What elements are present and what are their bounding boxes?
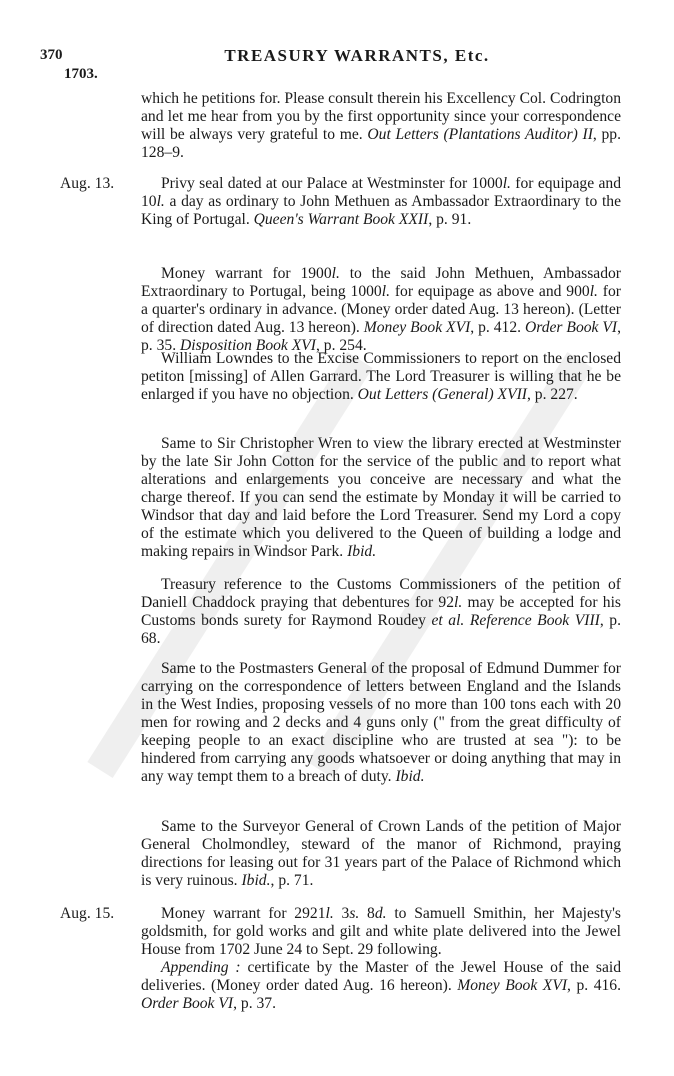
entry-paragraph	[141, 265, 621, 355]
text-run: which he petitions for. Please consult therein his Excellency Col. Codrington and let me hear from you by the first opportunity since your correspondence will be always very grateful to me.	[141, 90, 621, 143]
italic-run: Ibid.	[395, 768, 425, 785]
entry-text	[141, 818, 621, 890]
italic-run: l.	[589, 283, 598, 300]
entry-text	[141, 350, 621, 404]
entry-text	[141, 660, 621, 786]
text-run: a day as ordinary to John Methuen as Ambassador Extraordinary to the King of Portugal.	[141, 193, 621, 228]
entry-date: Aug. 15.	[60, 905, 115, 922]
italic-run: et al.	[431, 612, 465, 629]
entry-paragraph	[141, 350, 621, 404]
text-run: William Lowndes to the Excise Commissioners to report on the enclosed petiton [missing] of Allen Garrard. The Lord Treasurer is willing that he be enlarged if you have no objection.	[141, 350, 621, 403]
italic-run: Order Book VI	[141, 995, 234, 1012]
running-head: TREASURY WARRANTS, Etc.	[224, 46, 490, 65]
entry-paragraph	[141, 90, 621, 162]
text-run: , p. 416.	[567, 977, 621, 994]
text-run: Same to the Postmasters General of the proposal of Edmund Dummer for carrying on the correspondence of letters between England and the Islands in the West Indies, proposing vessels of no more than 100 tons each with 20 men for rowing and 2 decks and 4 guns only (" from the great difficulty of keeping people to an exact discipline who are trusted at sea "): to be hindered from carrying any goods whatsoever or doing anything that may in any way tempt them to a breach of duty.	[141, 660, 621, 785]
text-run: 3	[333, 905, 350, 922]
text-run: may be accepted for his Customs bonds surety for Raymond Roudey	[141, 594, 621, 629]
italic-run: Money Book XVI	[457, 977, 568, 994]
italic-run: Appending :	[161, 959, 241, 976]
text-run: , p. 68.	[141, 612, 621, 647]
text-run: to the said John Methuen, Ambassador Extraordinary to Portugal, being 1000	[141, 265, 621, 300]
text-run: , p. 91.	[428, 211, 472, 228]
text-run: 8	[359, 905, 375, 922]
italic-run: Money Book XVI	[363, 319, 471, 336]
text-run: Money warrant for 2921	[161, 905, 326, 922]
italic-run: l.	[331, 265, 340, 282]
text-run: for equipage as above and 900	[389, 283, 590, 300]
italic-run: Disposition Book XVI	[179, 337, 316, 354]
text-run: for equipage and 10	[141, 175, 621, 210]
entry-text	[141, 905, 621, 959]
text-run: , p. 35.	[141, 319, 622, 354]
page-number: 370	[40, 47, 63, 63]
entry-date: Aug. 13.	[60, 175, 115, 192]
entry-paragraph	[141, 818, 621, 890]
italic-run: Queen's Warrant Book XXII	[253, 211, 429, 228]
entry-paragraph	[141, 435, 621, 561]
text-run: , p. 227.	[527, 386, 578, 403]
entry-text	[141, 90, 621, 162]
entry-paragraph	[141, 576, 621, 648]
italic-run: l.	[381, 283, 390, 300]
italic-run: Order Book VI	[524, 319, 618, 336]
entry-text	[141, 265, 621, 355]
entry-text	[141, 576, 621, 648]
italic-run: l.	[156, 193, 165, 210]
italic-run: l.	[325, 905, 334, 922]
italic-run: Reference Book VIII	[469, 612, 600, 629]
text-run: , pp. 128–9.	[141, 126, 621, 161]
text-run: to Samuell Smithin, her Majesty's goldsmith, for gold works and gilt and white plate delivered into the Jewel House from 1702 June 24 to Sept. 29 following.	[141, 905, 621, 958]
text-run: Money warrant for 1900	[161, 265, 332, 282]
italic-run: Out Letters (Plantations Auditor) II	[367, 126, 593, 143]
entry-paragraph	[141, 175, 621, 229]
text-run: Privy seal dated at our Palace at Westminster for 1000	[161, 175, 503, 192]
text-run: , p. 412.	[470, 319, 525, 336]
text-run: , p. 37.	[233, 995, 276, 1012]
text-run: certificate by the Master of the Jewel House of the said deliveries. (Money order dated Aug. 16 hereon).	[141, 959, 621, 994]
text-run: , p. 254.	[315, 337, 367, 354]
text-run: Treasury reference to the Customs Commissioners of the petition of Daniell Chaddock praying that debentures for 92	[141, 576, 621, 611]
italic-run: Out Letters (General) XVII	[357, 386, 527, 403]
entry-paragraph	[141, 905, 621, 1013]
italic-run: Ibid.	[347, 543, 377, 560]
italic-run: l.	[502, 175, 511, 192]
text-run: Same to the Surveyor General of Crown Lands of the petition of Major General Cholmondley, steward of the manor of Richmond, praying directions for leasing out for 31 years part of the Palace of Richmond which is very ruinous.	[141, 818, 621, 889]
italic-run: s.	[349, 905, 360, 922]
text-run: for a quarter's ordinary in advance. (Money order dated Aug. 13 hereon). (Letter of direction dated Aug. 13 hereon).	[141, 283, 621, 336]
entry-text	[141, 435, 621, 561]
entry-paragraph	[141, 660, 621, 786]
page-year: 1703.	[64, 66, 98, 82]
appending-text	[141, 959, 621, 1013]
entry-text	[141, 175, 621, 229]
italic-run: l.	[454, 594, 463, 611]
italic-run: d.	[374, 905, 387, 922]
text-run: Same to Sir Christopher Wren to view the library erected at Westminster by the late Sir John Cotton for the service of the public and to report what alterations and enlargements you conceive are necessary and what the charge thereof. If you can send the estimate by Monday it will be carried to Windsor that day and laid before the Lord Treasurer. Send my Lord a copy of the estimate which you delivered to the Queen of building a lodge and making repairs in Windsor Park.	[141, 435, 621, 560]
text-run: , p. 71.	[270, 872, 314, 889]
italic-run: Ibid.	[241, 872, 271, 889]
